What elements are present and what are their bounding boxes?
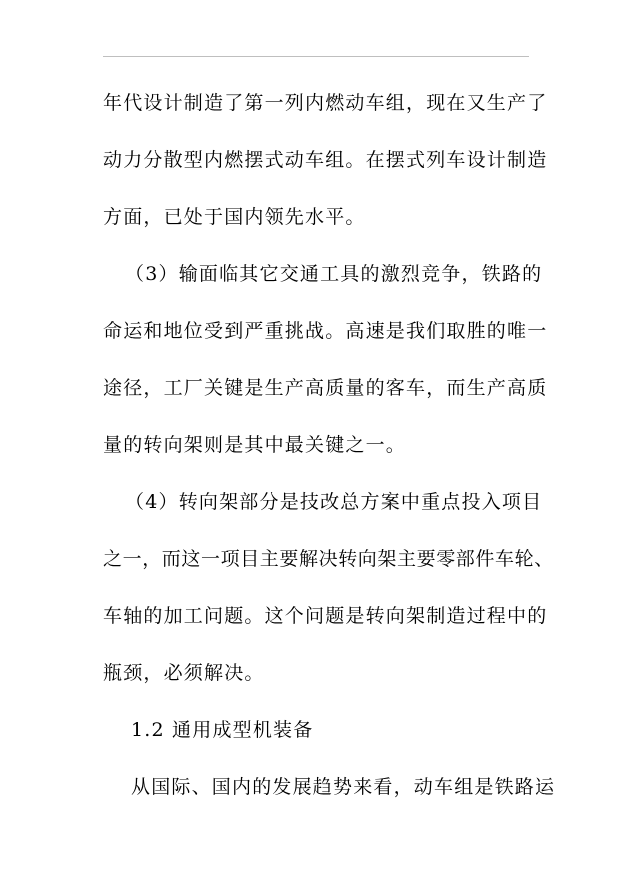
paragraph-line: 从国际、国内的发展趋势来看，动车组是铁路运 [131,776,556,798]
section-heading: 1.2 通用成型机装备 [131,719,314,741]
paragraph-line: 车轴的加工问题。这个问题是转向架制造过程中的 [103,605,548,627]
paragraph-line: 途径，工厂关键是生产高质量的客车，而生产高质 [103,377,548,399]
paragraph-line: （3）输面临其它交通工具的激烈竞争，铁路的 [125,263,543,285]
paragraph-line: 年代设计制造了第一列内燃动车组，现在又生产了 [103,92,548,114]
header-rule [103,56,529,57]
paragraph-line: 命运和地位受到严重挑战。高速是我们取胜的唯一 [103,320,548,342]
paragraph-line: 量的转向架则是其中最关键之一。 [103,434,407,456]
paragraph-line: 瓶颈，必须解决。 [103,662,265,684]
paragraph-line: 之一，而这一项目主要解决转向架主要零部件车轮、 [103,548,554,570]
paragraph-line: （4）转向架部分是技改总方案中重点投入项目 [125,491,543,513]
paragraph-line: 动力分散型内燃摆式动车组。在摆式列车设计制造 [103,149,548,171]
paragraph-line: 方面，已处于国内领先水平。 [103,206,366,228]
